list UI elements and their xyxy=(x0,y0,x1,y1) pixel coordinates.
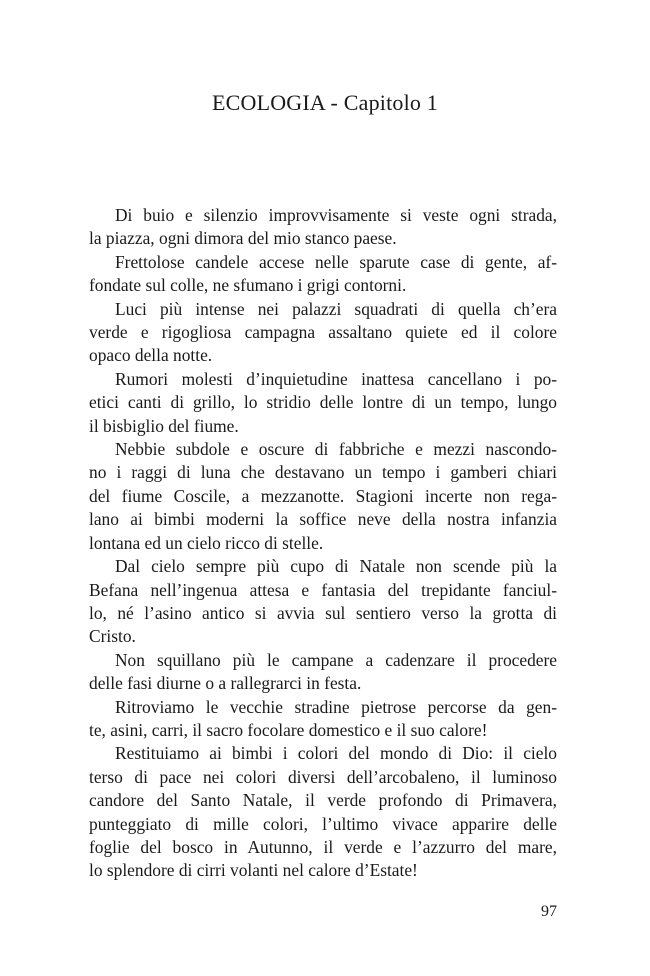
text-line: del fiume Coscile, a mezzanotte. Stagioni incerte non rega- xyxy=(89,485,557,506)
text-line: il bisbiglio del fiume. xyxy=(89,415,239,436)
text-line: Non squillano più le campane a cadenzare il procedere xyxy=(115,649,557,670)
text-line: candore del Santo Natale, il verde profondo di Primavera, xyxy=(89,790,557,811)
text-line: etici canti di grillo, lo stridio delle lontre di un tempo, lungo xyxy=(89,392,557,413)
text-line: punteggiato di mille colori, l’ultimo vivace apparire delle xyxy=(89,813,557,834)
paragraph xyxy=(89,742,557,882)
text-line: Frettolose candele accese nelle sparute case di gente, af- xyxy=(115,251,557,272)
text-line: lano ai bimbi moderni la soffice neve della nostra infanzia xyxy=(89,509,557,530)
text-line: foglie del bosco in Autunno, il verde e l’azzurro del mare, xyxy=(89,836,557,857)
text-line: la piazza, ogni dimora del mio stanco paese. xyxy=(89,228,397,249)
paragraph xyxy=(89,555,557,649)
text-line: fondate sul colle, ne sfumano i grigi contorni. xyxy=(89,275,407,296)
text-line: Luci più intense nei palazzi squadrati di quella ch’era xyxy=(115,298,557,319)
text-line: Restituiamo ai bimbi i colori del mondo di Dio: il cielo xyxy=(115,743,557,764)
text-line: lontana ed un cielo ricco di stelle. xyxy=(89,532,324,553)
text-line: Nebbie subdole e oscure di fabbriche e mezzi nascondo- xyxy=(115,439,557,460)
paragraph xyxy=(89,438,557,555)
paragraph xyxy=(89,251,557,298)
text-line: delle fasi diurne o a rallegrarci in festa. xyxy=(89,673,362,694)
page-number: 97 xyxy=(541,903,557,920)
text-line: Di buio e silenzio improvvisamente si veste ogni strada, xyxy=(115,205,557,225)
text-line: Cristo. xyxy=(89,626,136,647)
text-line: verde e rigogliosa campagna assaltano quiete ed il colore xyxy=(89,322,557,343)
body-text xyxy=(89,204,557,883)
paragraph xyxy=(89,368,557,438)
text-line: te, asini, carri, il sacro focolare domestico e il suo calore! xyxy=(89,719,488,740)
chapter-title: ECOLOGIA - Capitolo 1 xyxy=(211,90,438,115)
text-line: lo, né l’asino antico si avvia sul sentiero verso la grotta di xyxy=(89,602,557,623)
paragraph xyxy=(89,696,557,743)
paragraph xyxy=(89,298,557,368)
text-line: Befana nell’ingenua attesa e fantasia del trepidante fanciul- xyxy=(89,579,557,600)
paragraph xyxy=(89,649,557,696)
text-line: opaco della notte. xyxy=(89,345,213,366)
text-line: Rumori molesti d’inquietudine inattesa cancellano i po- xyxy=(115,368,557,389)
text-line: terso di pace nei colori diversi dell’arcobaleno, il luminoso xyxy=(89,766,557,787)
paragraph xyxy=(89,204,557,251)
text-line: lo splendore di cirri volanti nel calore d’Estate! xyxy=(89,860,418,881)
text-line: no i raggi di luna che destavano un tempo i gamberi chiari xyxy=(89,462,557,483)
text-line: Dal cielo sempre più cupo di Natale non scende più la xyxy=(115,556,557,577)
text-line: Ritroviamo le vecchie stradine pietrose percorse da gen- xyxy=(115,696,557,717)
